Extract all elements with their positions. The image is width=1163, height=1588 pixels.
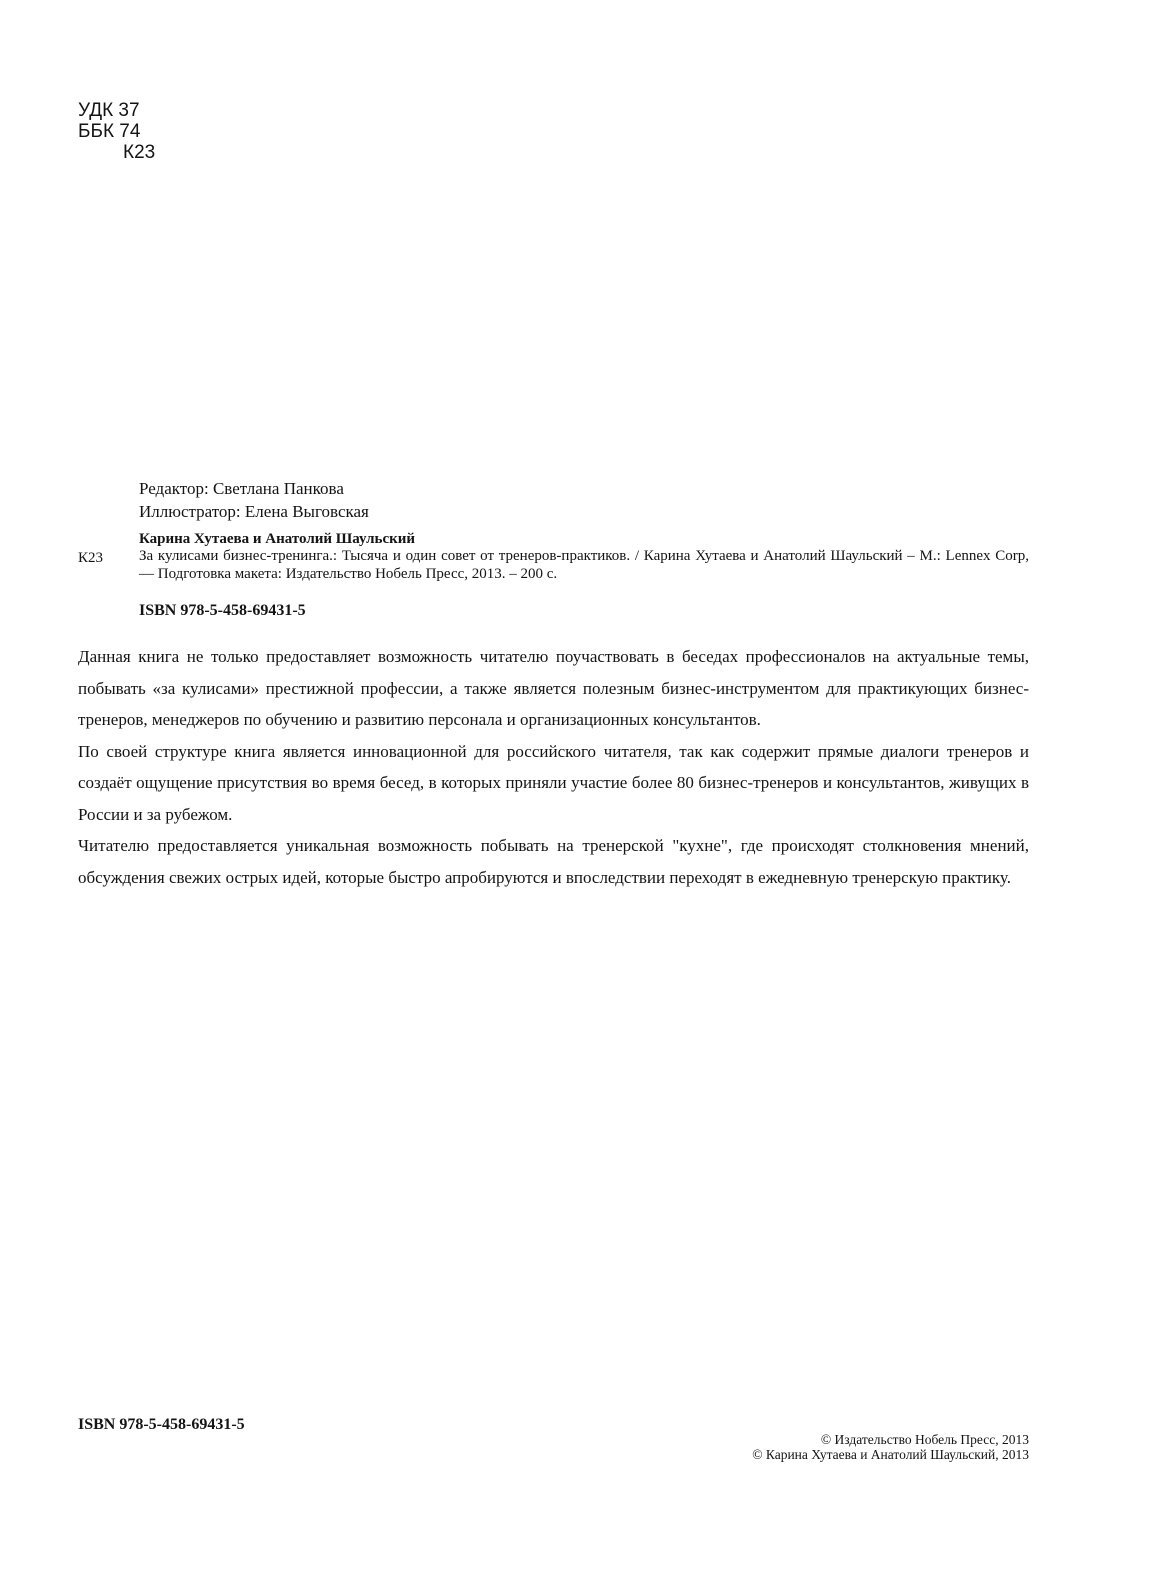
catalog-authors: Карина Хутаева и Анатолий Шаульский	[139, 531, 416, 547]
author-mark: К23	[123, 142, 156, 163]
classification-block	[78, 100, 155, 163]
illustrator-credit: Иллюстратор: Елена Выговская	[139, 502, 369, 521]
bibliographic-description: За кулисами бизнес-тренинга.: Тысяча и один совет от тренеров-практиков. / Карина Хутаева и Анатолий Шаульский – М.: Lennex Corp, — Подготовка макета: Издательство Нобель Пресс, 2013. – 200 с.	[139, 548, 1029, 582]
editor-credit: Редактор: Светлана Панкова	[139, 479, 344, 498]
copyright-authors: © Карина Хутаева и Анатолий Шаульский, 2013	[752, 1447, 1029, 1462]
annotation-paragraph: Данная книга не только предоставляет возможность читателю поучаствовать в беседах профессионалов на актуальные темы, побывать «за кулисами» престижной профессии, а также является полезным бизнес-инструментом для практикующих бизнес-тренеров, менеджеров по обучению и развитию персонала и организационных консультантов.	[78, 647, 1029, 729]
footer-isbn: ISBN 978-5-458-69431-5	[78, 1416, 245, 1433]
annotation-paragraph: Читателю предоставляется уникальная возможность побывать на тренерской "кухне", где происходят столкновения мнений, обсуждения свежих острых идей, которые быстро апробируются и впоследствии переходят в ежедневную тренерскую практику.	[78, 836, 1029, 887]
annotation-paragraph: По своей структуре книга является инновационной для российского читателя, так как содержит прямые диалоги тренеров и создаёт ощущение присутствия во время бесед, в которых приняли участие более 80 бизнес-тренеров и консультантов, живущих в России и за рубежом.	[78, 741, 1029, 824]
copyright-publisher: © Издательство Нобель Пресс, 2013	[820, 1432, 1029, 1447]
catalog-author-mark: К23	[78, 550, 104, 566]
annotation	[78, 641, 1029, 893]
credits-block	[139, 477, 369, 523]
udk-code: УДК 37	[78, 100, 140, 121]
copyright-block	[752, 1432, 1029, 1462]
catalog-isbn: ISBN 978-5-458-69431-5	[139, 602, 306, 619]
bbk-code: ББК 74	[78, 121, 141, 142]
